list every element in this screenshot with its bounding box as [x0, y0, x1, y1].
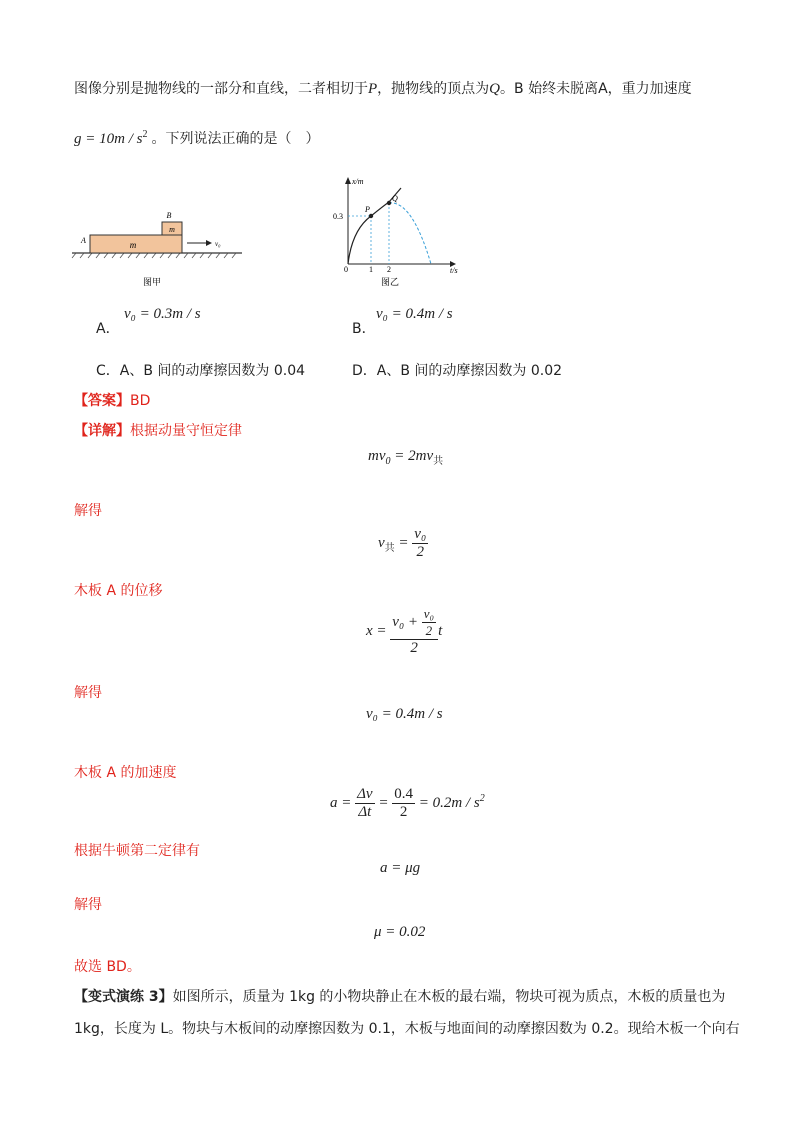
- equation-momentum: $mv_0 = 2mv_共$: [368, 448, 444, 467]
- detail-heading: [74, 420, 242, 440]
- tick-x-1: 1: [369, 265, 373, 274]
- intro-text-a: 图像分别是抛物线的一部分和直线，二者相切于: [74, 81, 368, 97]
- option-b-value: v₀ = 0.4m / s: [376, 306, 453, 322]
- equation-newton: a = μg: [380, 860, 421, 876]
- tick-x-2: 2: [387, 265, 391, 274]
- block-b-label: B: [166, 211, 172, 220]
- answer-line: [74, 390, 150, 410]
- answer-value: BD: [130, 393, 151, 409]
- intro-line-2: [74, 128, 319, 148]
- intro-text-c: 。B 始终未脱离A，重力加速度: [500, 81, 692, 97]
- variant-text-1: 如图所示，质量为 1kg 的小物块静止在木板的最右端，物块可视为质点，木板的质量也为: [172, 989, 726, 1005]
- intro-line-1: [74, 78, 692, 98]
- option-a[interactable]: [96, 318, 120, 338]
- t-axis-label: t/s: [450, 266, 458, 275]
- ground-hatching: [72, 253, 236, 258]
- velocity-label: v₀: [215, 240, 221, 248]
- equation-mu: μ = 0.02: [374, 924, 426, 940]
- figure-jia: [70, 205, 245, 290]
- caption-jia: 图甲: [142, 277, 162, 287]
- question-prompt: 。下列说法正确的是（ ）: [151, 131, 320, 147]
- variant-line-1: [74, 986, 725, 1006]
- jiede-3: 解得: [74, 897, 102, 913]
- eq2-sub: 共: [384, 542, 395, 554]
- point-p-label: P: [368, 81, 378, 97]
- eq2-den: 2: [412, 543, 428, 561]
- newton-label: 根据牛顿第二定律有: [74, 843, 200, 859]
- eq5-d2: 2: [392, 803, 415, 821]
- eq3-lhs: x =: [366, 622, 387, 639]
- detail-label: 【详解】: [74, 423, 130, 439]
- velocity-arrowhead: [206, 240, 212, 246]
- variant-line-2: 1kg，长度为 L。物块与木板间的动摩擦因数为 0.1，木板与地面间的动摩擦因数为 0.2。现给木板一个向右: [74, 1021, 740, 1037]
- point-q: [387, 201, 391, 205]
- equation-displacement: [366, 606, 442, 657]
- answer-label: 【答案】: [74, 393, 130, 409]
- eq1-sub: 共: [433, 456, 444, 467]
- eq5-d1: Δt: [355, 803, 374, 821]
- eq3-inner-num: v₀: [423, 606, 435, 621]
- eq1-right: = 2mv: [394, 448, 434, 464]
- series-dashed-parabola: [389, 203, 431, 264]
- displacement-label: 木板 A 的位移: [74, 583, 163, 599]
- label-q: Q: [392, 194, 398, 203]
- detail-intro: 根据动量守恒定律: [130, 423, 242, 439]
- origin-label: 0: [344, 265, 348, 274]
- figure-yi: [330, 172, 470, 290]
- option-a-label: A．: [96, 321, 120, 337]
- x-axis-arrow: [345, 177, 351, 184]
- x-axis-label: x/m: [352, 177, 364, 186]
- eq5-n2: 0.4: [394, 786, 413, 802]
- eq5-rest: = 0.2m / s: [418, 794, 480, 811]
- eq2-num: v₀: [414, 526, 427, 542]
- eq5-n1: Δv: [357, 786, 373, 802]
- eq3-inner-den: 2: [422, 622, 436, 639]
- eq1-left: mv: [368, 448, 386, 464]
- eq3-den: 2: [390, 639, 438, 657]
- tick-y-03: 0.3: [333, 212, 343, 221]
- intro-text-b: ，抛物线的顶点为: [377, 81, 490, 97]
- acceleration-label: 木板 A 的加速度: [74, 765, 177, 781]
- jiede-1: 解得: [74, 503, 102, 519]
- caption-yi: 图乙: [380, 277, 400, 287]
- label-p: P: [365, 205, 370, 214]
- eq3-num-a: v₀ +: [392, 613, 419, 630]
- point-q-label: Q: [489, 81, 501, 97]
- eq5-a: a =: [330, 794, 352, 811]
- eq5-exp: 2: [479, 792, 485, 804]
- variant-label: 【变式演练 3】: [74, 989, 173, 1005]
- conclusion: 故选 BD。: [74, 959, 141, 975]
- option-c[interactable]: C．A、B 间的动摩擦因数为 0.04: [96, 363, 306, 379]
- option-b-label: B．: [352, 321, 376, 337]
- eq2-lhs: v: [378, 534, 385, 551]
- point-p: [369, 214, 373, 218]
- equation-acceleration: a = $\frac{\Delta v}{\Delta t}$ = $\frac{0.4}{2}$ = $0.2m / s^2$: [330, 786, 485, 820]
- equation-common-velocity: $v_共$ = $\frac{\text{v₀}}{2}$: [378, 526, 427, 560]
- gravity-exponent: 2: [142, 129, 148, 140]
- eq3-t: t: [438, 622, 443, 639]
- board-a-label: A: [81, 236, 86, 245]
- block-mass-label: m: [169, 225, 175, 234]
- gravity-equation: g = 10m / s: [74, 131, 143, 147]
- option-a-value: v₀ = 0.3m / s: [124, 306, 201, 322]
- jiede-2: 解得: [74, 685, 102, 701]
- equation-v0: v₀ = 0.4m / s: [366, 706, 443, 722]
- board-mass-label: m: [129, 240, 137, 250]
- option-d[interactable]: D．A、B 间的动摩擦因数为 0.02: [352, 363, 563, 379]
- option-b[interactable]: [352, 318, 376, 338]
